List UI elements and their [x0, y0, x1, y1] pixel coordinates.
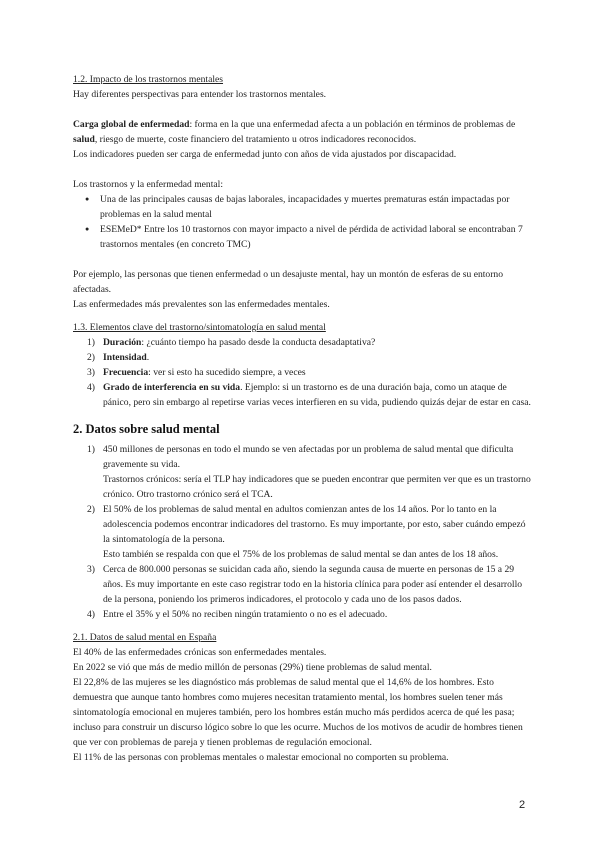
list-item [73, 607, 533, 622]
item-number: 3) [87, 367, 95, 378]
item-number: 3) [87, 564, 95, 575]
item-number: 1) [87, 444, 95, 455]
item-number: 4) [87, 382, 95, 393]
page-content [73, 72, 533, 765]
carga-bold-salud: salud [73, 134, 95, 145]
item-label: Duración [103, 337, 142, 348]
carga-line-2: Los indicadores pueden ser carga de enfermedad junto con años de vida ajustados por discapacidad. [73, 149, 457, 160]
list-item [73, 365, 533, 380]
list-item [73, 442, 533, 502]
prevalent-paragraph: Las enfermedades más prevalentes son las enfermedades mentales. [73, 299, 330, 310]
list-item [73, 562, 533, 607]
item-number: 4) [87, 609, 95, 620]
list-item: ● Una de las principales causas de bajas laborales, incapacidades y muertes prematuras están impactadas por problemas en la salud mental [73, 192, 533, 222]
section-2-heading: 2. Datos sobre salud mental [73, 422, 220, 436]
page-number: 2 [519, 799, 526, 811]
item-extra: Esto también se respalda con que el 75% de los problemas de salud mental se dan antes de los 18 años. [103, 549, 499, 560]
item-number: 2) [87, 352, 95, 363]
spain-line-1: El 40% de las enfermedades crónicas son enfermedades mentales. [73, 647, 327, 658]
section-1-3-heading: 1.3. Elementos clave del trastorno/sintomatología en salud mental [73, 322, 326, 333]
item-number: 1) [87, 337, 95, 348]
section-2-1-heading: 2.1. Datos de salud mental en España [73, 632, 217, 643]
spain-line-2: En 2022 se vió que más de medio millón de personas (29%) tiene problemas de salud mental. [73, 662, 432, 673]
item-extra: Trastornos crónicos: sería el TLP hay indicadores que se pueden encontrar que permiten ver que es un trastorno crónico. Otro trastorno crónico será el TCA. [103, 474, 531, 500]
item-text: El 50% de los problemas de salud mental en adultos comienzan antes de los 14 años. Por lo tanto en la adolescencia podemos encontrar indicadores del trastorno. Es muy importante, por esto, saber cuándo empezó la sintomatología de la persona. [103, 504, 526, 545]
key-elements-list [73, 335, 533, 410]
item-text: Cerca de 800.000 personas se suicidan cada año, siendo la segunda causa de muerte en personas de 15 a 29 años. Es muy importante en este caso registrar todo en la historia clínica para poder así entender el desarrollo de la persona, poniendo los primeros indicadores, el protocolo y cada uno de los pasos dados. [103, 564, 523, 605]
carga-paragraph [73, 117, 533, 147]
item-text: . [146, 352, 150, 363]
list-item [73, 350, 533, 365]
item-text: 450 millones de personas en todo el mundo se ven afectadas por un problema de salud mental que dificulta gravemente su vida. [103, 444, 514, 470]
item-number: 2) [87, 504, 95, 515]
item-label: Frecuencia [103, 367, 149, 378]
item-text: Entre el 35% y el 50% no reciben ningún tratamiento o no es el adecuado. [103, 609, 388, 620]
item-text: : ver si esto ha sucedido siempre, a veces [148, 367, 306, 378]
spain-line-4: El 11% de las personas con problemas mentales o malestar emocional no comporten su problema. [73, 752, 449, 763]
item-label: Intensidad [103, 352, 147, 363]
list-item [73, 335, 533, 350]
carga-text-1: : forma en la que una enfermedad afecta a un población en términos de problemas de [189, 119, 516, 130]
example-paragraph: Por ejemplo, las personas que tienen enfermedad o un desajuste mental, hay un montón de esferas de su entorno afectadas. [73, 269, 503, 295]
spain-line-3: El 22,8% de las mujeres se les diagnóstico más problemas de salud mental que el 14,6% de los hombres. Esto demuestra que aunque tanto hombres como mujeres necesitan tratamiento mental, los hombres suelen tener más sintomatología emocional en mujeres también, pero los hombres están mucho más perdidos acerca de qué les pasa; incluso para construir un discurso lógico sobre lo que les ocurre. Muchos de los motivos de acudir de hombres tienen que ver con problemas de pareja y tienen problemas de regulación emocional. [73, 677, 523, 748]
bullet-list [73, 192, 533, 252]
mental-health-data-list [73, 442, 533, 622]
section-1-2-intro: Hay diferentes perspectivas para entender los trastornos mentales. [73, 89, 327, 100]
item-text: : ¿cuánto tiempo ha pasado desde la conducta desadaptativa? [141, 337, 376, 348]
list-item: ● ESEMeD* Entre los 10 trastornos con mayor impacto a nivel de pérdida de actividad laboral se encontraban 7 trastornos mentales (en concreto TMC) [73, 222, 533, 252]
list-item [73, 502, 533, 562]
carga-label: Carga global de enfermedad [73, 119, 190, 130]
item-text: . Ejemplo: si un trastorno es de una duración baja, como un ataque de pánico, pero sin embargo al repetirse varias veces interfieren en su vida, pudiendo quizás dejar de estar en casa. [103, 382, 531, 408]
list-title: Los trastornos y la enfermedad mental: [73, 179, 223, 190]
section-1-2-heading: 1.2. Impacto de los trastornos mentales [73, 74, 224, 85]
carga-text-2: , riesgo de muerte, coste financiero del tratamiento u otros indicadores reconocidos. [94, 134, 417, 145]
item-label: Grado de interferencia en su vida [103, 382, 241, 393]
list-item [73, 380, 533, 410]
